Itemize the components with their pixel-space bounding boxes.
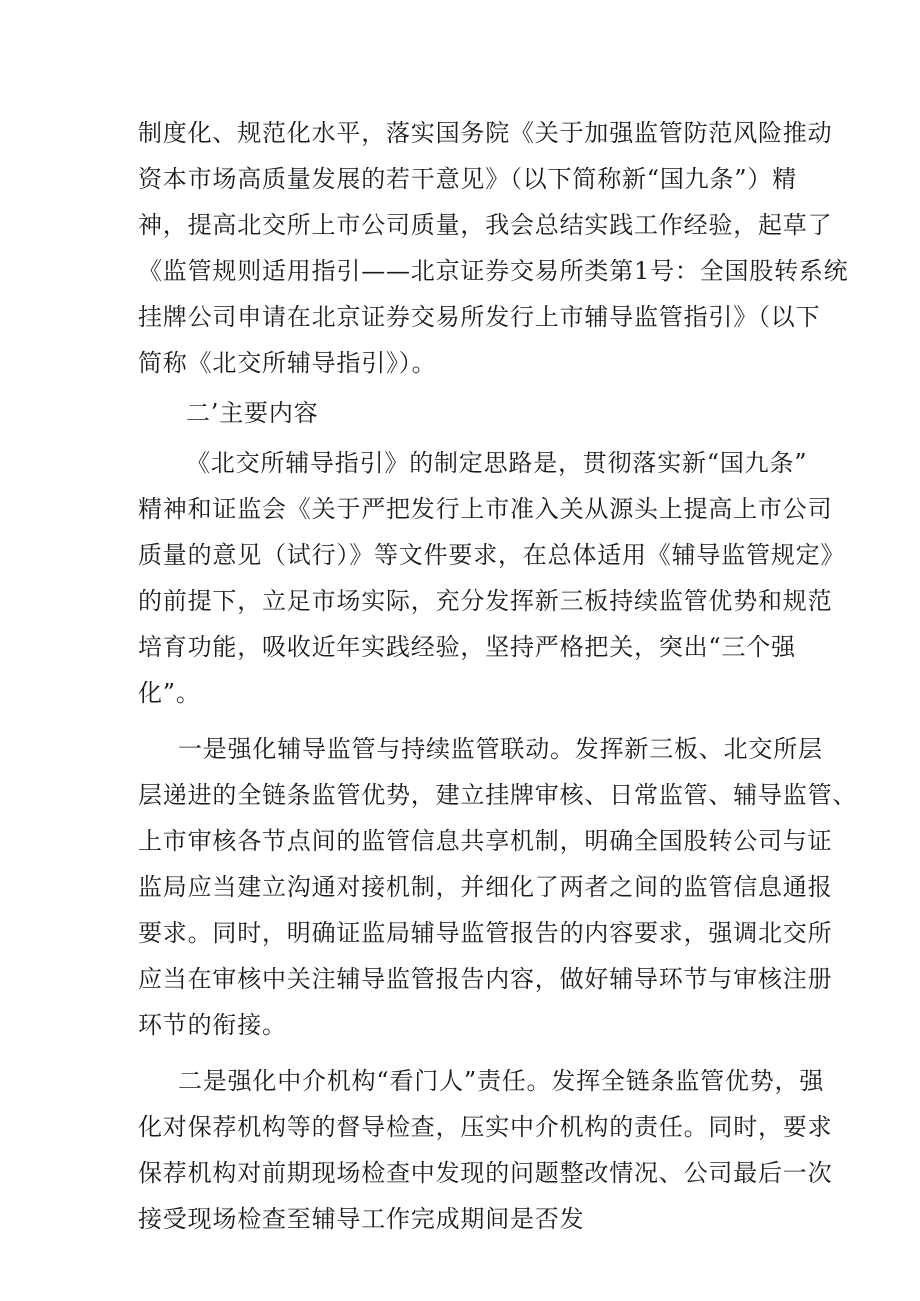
text-line: 《北交所辅导指引》的制定思路是，贯彻落实新“国九条” — [186, 449, 808, 477]
text-line: 质量的意见（试行）》等文件要求，在总体适用《辅导监管规定》 — [138, 541, 846, 569]
text-line: 接受现场检查至辅导工作完成期间是否发 — [138, 1205, 585, 1233]
paragraph-3 — [138, 726, 858, 1048]
text-line: 化对保荐机构等的督导检查，压实中介机构的责任。同时，要求 — [138, 1113, 833, 1141]
text-line: 环节的衔接。 — [138, 1011, 287, 1039]
text-line: 培育功能，吸收近年实践经验，坚持严格把关，突出“三个强 — [138, 633, 796, 661]
text-line: 保荐机构对前期现场检查中发现的问题整改情况、公司最后一次 — [138, 1159, 833, 1187]
paragraph-4 — [138, 1058, 833, 1242]
paragraph-1 — [138, 110, 849, 386]
section-heading: 二’主要内容 — [186, 399, 319, 427]
text-line: 监局应当建立沟通对接机制，并细化了两者之间的监管信息通报 — [138, 873, 833, 901]
text-line: 要求。同时，明确证监局辅导监管报告的内容要求，强调北交所 — [138, 919, 833, 947]
text-line: 《监管规则适用指引——北京证券交易所类第1号：全国股转系统 — [138, 257, 849, 285]
text-line: 层递进的全链条监管优势，建立挂牌审核、日常监管、辅导监管、 — [138, 781, 858, 809]
text-line: 应当在审核中关注辅导监管报告内容，做好辅导环节与审核注册 — [138, 965, 833, 993]
text-line: 挂牌公司申请在北京证券交易所发行上市辅导监管指引》（以下 — [138, 303, 821, 331]
text-line: 二是强化中介机构“看门人”责任。发挥全链条监管优势，强 — [178, 1067, 825, 1095]
text-line: 资本市场高质量发展的若干意见》（以下简称新“国九条”）精 — [138, 165, 797, 193]
text-line: 一是强化辅导监管与持续监管联动。发挥新三板、北交所层 — [178, 735, 823, 763]
document-body — [138, 110, 858, 1242]
text-line: 精神和证监会《关于严把发行上市准入关从源头上提高上市公司 — [138, 495, 833, 523]
text-line: 上市审核各节点间的监管信息共享机制，明确全国股转公司与证 — [138, 827, 833, 855]
text-line: 神，提高北交所上市公司质量，我会总结实践工作经验，起草了 — [138, 211, 833, 239]
text-line: 的前提下，立足市场实际，充分发挥新三板持续监管优势和规范 — [138, 587, 833, 615]
paragraph-2 — [138, 440, 846, 716]
text-line: 简称《北交所辅导指引》）。 — [138, 349, 437, 377]
text-line: 制度化、规范化水平，落实国务院《关于加强监管防范风险推动 — [138, 119, 833, 147]
text-line: 化”。 — [138, 679, 201, 707]
